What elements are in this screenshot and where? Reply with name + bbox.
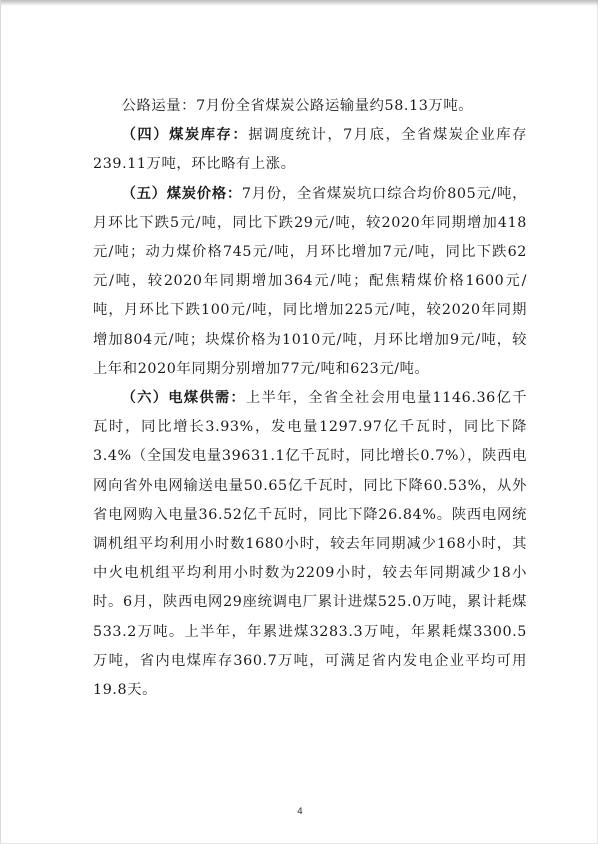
section-heading-power-coal-supply: （六）电煤供需： <box>121 390 246 407</box>
page-top-edge <box>1 0 598 6</box>
section-heading-coal-inventory: （四）煤炭库存： <box>121 127 249 144</box>
page-number: 4 <box>297 807 303 817</box>
paragraph-body: 7月份，全省煤炭坑口综合均价805元/吨，月环比下跌5元/吨，同比下跌29元/吨，较2020年同期增加418元/吨；动力煤价格745元/吨，月环比增加7元/吨，同比下跌62元/吨，较2020年同期增加364元/吨；配焦精煤价格1600元/吨，月环比下跌100元/吨，同比增加225元/吨，较2020年同期增加804元/吨；块煤价格为1010元/吨，月环比增加9元/吨，较上年和2020年同期分别增加77元/吨和623元/吨。 <box>93 185 527 377</box>
paragraph-coal-price <box>93 180 527 384</box>
paragraph-highway-transport <box>93 92 527 121</box>
document-body <box>93 92 527 705</box>
paragraph-body: 上半年，全省全社会用电量1146.36亿千瓦时，同比增长3.93%，发电量1297.97亿千瓦时，同比下降3.4%（全国发电量39631.1亿千瓦时，同比增长0.7%），陕西电网向省外电网输送电量50.65亿千瓦时，同比下降60.53%，从外省电网购入电量36.52亿千瓦时，同比下降26.84%。陕西电网统调机组平均利用小时数1680小时，较去年同期减少168小时，其中火电机组平均利用小时数为2209小时，较去年同期减少18小时。6月，陕西电网29座统调电厂累计进煤525.0万吨，累计耗煤533.2万吨。上半年，年累进煤3283.3万吨，年累耗煤3300.5万吨，省内电煤库存360.7万吨，可满足省内发电企业平均可用19.8天。 <box>93 390 527 699</box>
section-heading-coal-price: （五）煤炭价格： <box>121 185 242 202</box>
paragraph-body: 据调度统计，7月底，全省煤炭企业库存239.11万吨，环比略有上涨。 <box>93 127 527 173</box>
paragraph-coal-inventory <box>93 121 527 179</box>
paragraph-power-coal-supply <box>93 384 527 705</box>
paragraph-body: 公路运量：7月份全省煤炭公路运输量约58.13万吨。 <box>121 98 474 114</box>
